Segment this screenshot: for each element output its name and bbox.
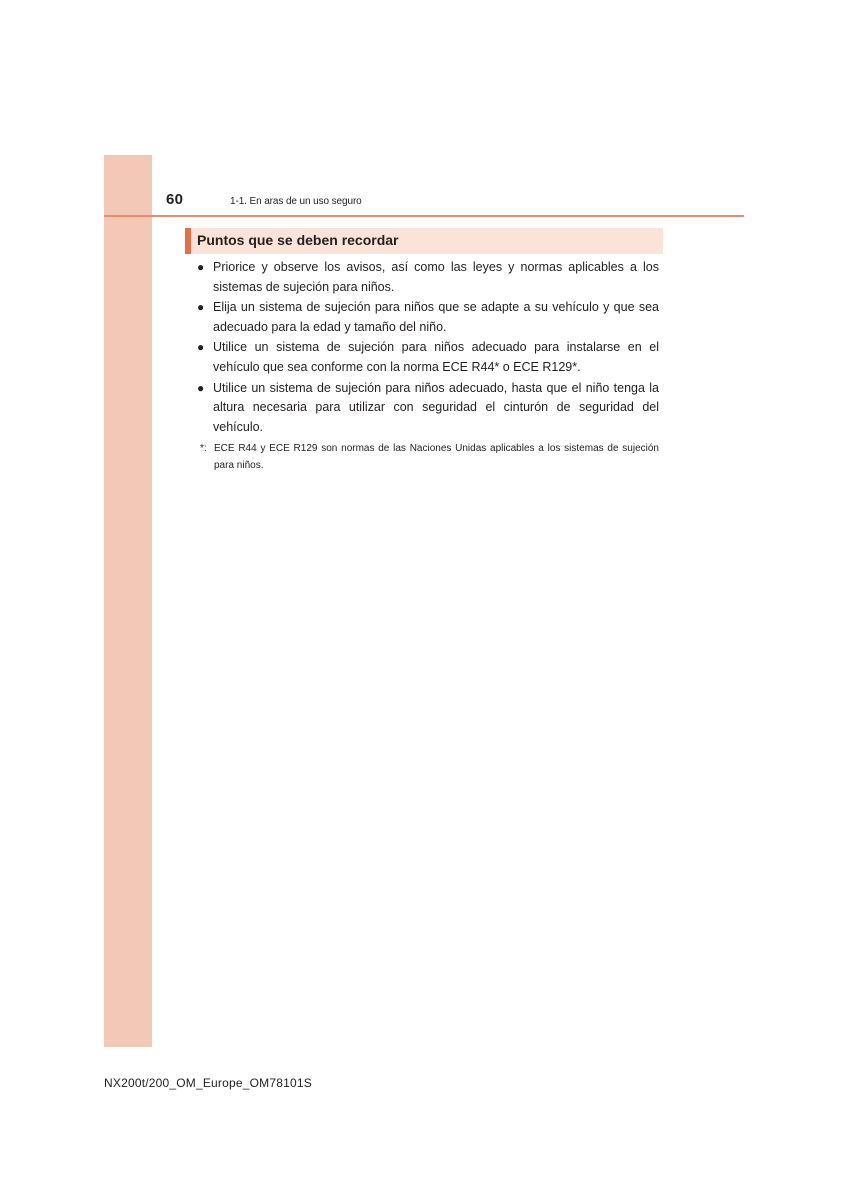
bullet-icon: ● (197, 300, 205, 315)
title-accent-bar (185, 228, 191, 254)
page-header (104, 190, 744, 218)
list-item-text: Utilice un sistema de sujeción para niños adecuado, hasta que el niño tenga la altura necesaria para utilizar con seguridad el cinturón de seguridad del vehículo. (213, 380, 659, 434)
section-path: 1-1. En aras de un uso seguro (230, 196, 362, 207)
document-code: NX200t/200_OM_Europe_OM78101S (104, 1076, 312, 1090)
list-item-text: Utilice un sistema de sujeción para niños adecuado para instalarse en el vehículo que sea conforme con la norma ECE R44* o ECE R129*. (213, 340, 659, 374)
list-item (196, 298, 659, 337)
footnote (200, 440, 659, 474)
sidebar-tab (104, 155, 152, 1047)
bullet-icon: ● (197, 380, 205, 395)
bullet-list (196, 258, 659, 438)
list-item-text: Elija un sistema de sujeción para niños que se adapte a su vehículo y que sea adecuado para la edad y tamaño del niño. (213, 300, 659, 334)
header-rule (104, 215, 744, 217)
bullet-icon: ● (197, 340, 205, 355)
bullet-icon: ● (197, 260, 205, 274)
list-item-text: Priorice y observe los avisos, así como las leyes y normas aplicables a los sistemas de sujeción para niños. (213, 260, 659, 294)
list-item (196, 258, 659, 297)
footnote-text: ECE R44 y ECE R129 son normas de las Naciones Unidas aplicables a los sistemas de sujeción para niños. (214, 443, 659, 471)
section-title-box (185, 228, 663, 254)
list-item (196, 379, 659, 438)
page-number: 60 (166, 191, 184, 208)
footnote-mark: *: (200, 443, 207, 454)
list-item (196, 338, 659, 377)
section-title: Puntos que se deben recordar (197, 232, 399, 248)
